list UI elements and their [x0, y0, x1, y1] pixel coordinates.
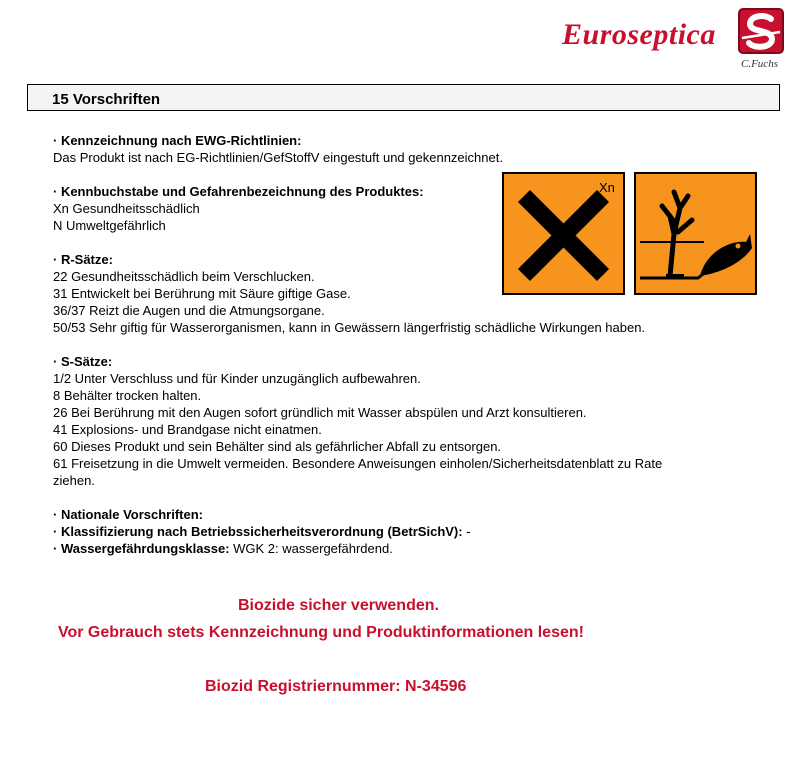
list-item: Xn Gesundheitsschädlich — [53, 201, 200, 216]
list-item: 36/37 Reizt die Augen und die Atmungsorgane. — [53, 303, 325, 318]
list-item: 8 Behälter trocken halten. — [53, 388, 202, 403]
section-title: 15 Vorschriften — [52, 91, 161, 108]
list-item: 31 Entwickelt bei Berührung mit Säure giftige Gase. — [53, 286, 351, 301]
ewg-block — [53, 132, 703, 166]
wgk-label: · Wassergefährdungsklasse: — [53, 541, 230, 556]
national-block — [53, 506, 703, 557]
brand-signature: C.Fuchs — [741, 58, 778, 70]
r-saetze-block — [53, 251, 703, 336]
list-item: 22 Gesundheitsschädlich beim Verschlucken. — [53, 269, 315, 284]
national-heading: · Nationale Vorschriften: — [53, 507, 204, 522]
list-item: N Umweltgefährlich — [53, 218, 166, 233]
list-item: 60 Dieses Produkt und sein Behälter sind als gefährlicher Abfall zu entsorgen. — [53, 439, 502, 454]
betrsichv-value: - — [462, 524, 471, 539]
section-header — [27, 84, 780, 111]
list-item: 50/53 Sehr giftig für Wasserorganismen, kann in Gewässern längerfristig schädliche Wirkungen haben. — [53, 320, 646, 335]
list-item: 1/2 Unter Verschluss und für Kinder unzugänglich aufbewahren. — [53, 371, 421, 386]
ewg-heading: · Kennzeichnung nach EWG-Richtlinien: — [53, 133, 302, 148]
brand-logo — [556, 8, 790, 74]
notice-line-2: Vor Gebrauch stets Kennzeichnung und Produktinformationen lesen! — [58, 624, 584, 641]
s-saetze-heading: · S-Sätze: — [53, 354, 113, 369]
betrsichv-label: · Klassifizierung nach Betriebssicherheitsverordnung (BetrSichV): — [53, 524, 463, 539]
xn-label: Xn — [599, 180, 615, 195]
wgk-value: WGK 2: wassergefährdend. — [229, 541, 393, 556]
kennbuchstabe-block — [53, 183, 703, 234]
list-item: 26 Bei Berührung mit den Augen sofort gründlich mit Wasser abspülen und Arzt konsultieren. — [53, 405, 587, 420]
betrsichv-line — [53, 523, 703, 540]
list-item: 41 Explosions- und Brandgase nicht einatmen. — [53, 422, 322, 437]
brand-name: Euroseptica — [562, 18, 716, 51]
ewg-text: Das Produkt ist nach EG-Richtlinien/GefStoffV eingestuft und gekennzeichnet. — [53, 150, 503, 165]
kennbuchstabe-heading: · Kennbuchstabe und Gefahrenbezeichnung des Produktes: — [53, 184, 424, 199]
s-saetze-block — [53, 353, 703, 489]
list-item: 61 Freisetzung in die Umwelt vermeiden. Besondere Anweisungen einholen/Sicherheitsdatenblatt zu Rate ziehen. — [53, 456, 663, 488]
regulations-content — [53, 132, 703, 574]
wgk-line — [53, 540, 703, 557]
brand-emblem-icon — [738, 8, 784, 54]
r-saetze-heading: · R-Sätze: — [53, 252, 113, 267]
notice-line-1: Biozide sicher verwenden. — [238, 597, 439, 614]
registration-number: Biozid Registriernummer: N-34596 — [205, 678, 467, 695]
